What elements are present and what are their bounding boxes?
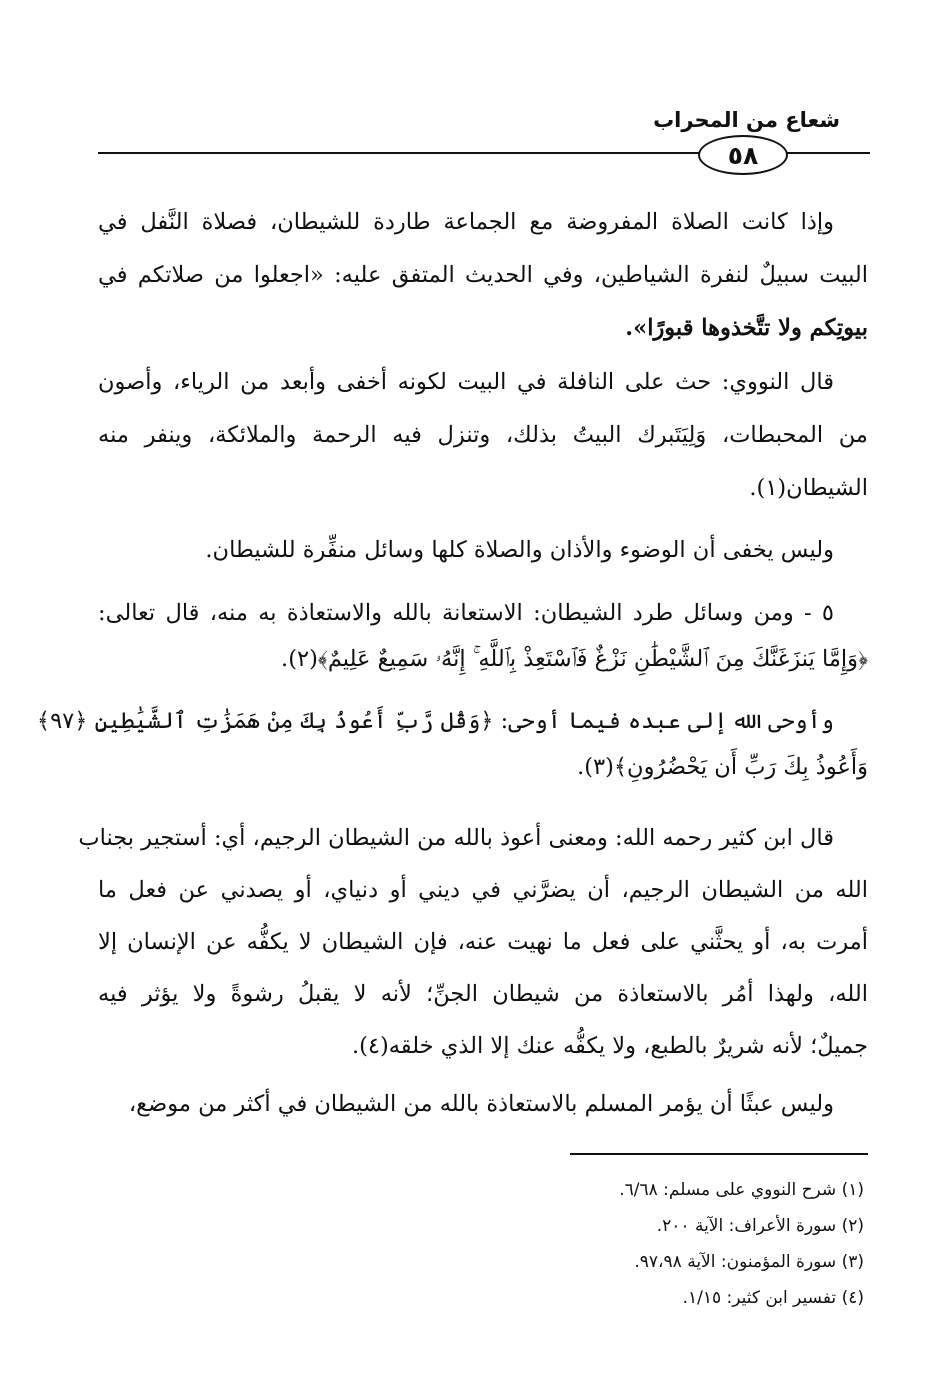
paragraph-line: الله، ولهذا أمُر بالاستعاذة من شيطان الجنِّ؛ لأنه لا يقبلُ رشوةً ولا يؤثر فيه [98, 981, 868, 1007]
paragraph-line: قال النووي: حث على النافلة في البيت لكونه أخفى وأبعد من الرياء، وأصون [98, 369, 834, 395]
paragraph-2 [98, 356, 868, 515]
paragraph-6 [78, 812, 868, 1072]
paragraph-4 [98, 590, 868, 682]
header-rule-right [786, 152, 870, 154]
paragraph-line: ٥ - ومن وسائل طرد الشيطان: الاستعانة بالله والاستعاذة به منه، قال تعالى: [98, 600, 834, 626]
paragraph-5 [36, 698, 868, 790]
footnote-4: (٤) تفسير ابن كثير: ١/١٥. [682, 1288, 864, 1308]
paragraph-line: بيوتِكم ولا تتَّخذوها قبورًا». [625, 315, 868, 341]
footnote-2: (٢) سورة الأعراف: الآية ٢٠٠. [656, 1216, 864, 1236]
paragraph-line: وأوحى الله إلى عبده فيما أوحى: ﴿وَقُل رَّبِّ أَعُوذُ بِكَ مِنْ هَمَزَٰتِ ٱلشَّيَٰطِينِ ﴿٩٧﴾ [36, 708, 834, 734]
paragraph-line: وإذا كانت الصلاة المفروضة مع الجماعة طاردة للشيطان، فصلاة النَّفل في [98, 209, 834, 235]
paragraph-7 [98, 1078, 868, 1131]
footnote-3: (٣) سورة المؤمنون: الآية ٩٧،٩٨. [634, 1252, 864, 1272]
paragraph-line: من المحبطات، وَلِيَتَبرك البيتُ بذلك، وتنزل فيه الرحمة والملائكة، وينفر منه [98, 422, 868, 448]
paragraph-line: قال ابن كثير رحمه الله: ومعنى أعوذ بالله من الشيطان الرجيم، أي: أستجير بجناب [78, 825, 834, 851]
paragraph-line: جميلٌ؛ لأنه شريرٌ بالطبع، ولا يكفُّه عنك إلا الذي خلقه(٤). [351, 1033, 868, 1059]
page-number: ٥٨ [698, 135, 788, 175]
header-rule [98, 152, 788, 154]
footnotes [444, 1172, 864, 1316]
paragraph-1 [98, 196, 868, 355]
paragraph-line: البيت سبيلٌ لنفرة الشياطين، وفي الحديث المتفق عليه: «اجعلوا من صلاتكم في [98, 262, 868, 288]
footnote-rule [570, 1153, 868, 1155]
quran-verse-line: وَأَعُوذُ بِكَ رَبِّ أَن يَحْضُرُونِ﴾(٣). [577, 754, 868, 780]
paragraph-line: الله من الشيطان الرجيم، أن يضرَّني في ديني أو دنياي، أو يصدني عن فعل ما [98, 877, 868, 903]
paragraph-line: وليس يخفى أن الوضوء والأذان والصلاة كلها وسائل منفِّرة للشيطان. [205, 537, 834, 563]
footnote-1: (١) شرح النووي على مسلم: ٦/٦٨. [619, 1180, 864, 1200]
paragraph-line: أمرت به، أو يحثَّني على فعل ما نهيت عنه، فإن الشيطان لا يكفُّه عن الإنسان إلا [98, 929, 868, 955]
quran-verse-line: ﴿وَإِمَّا يَنزَغَنَّكَ مِنَ ٱلشَّيْطَٰنِ نَزْغٌ فَٱسْتَعِذْ بِٱللَّهِ ۚ إِنَّهُۥ سَمِيعٌ عَلِيمٌ﴾(٢). [281, 646, 868, 672]
paragraph-line: الشيطان(١). [749, 475, 868, 501]
running-title: شعاع من المحراب [653, 108, 840, 132]
paragraph-3 [98, 524, 868, 577]
paragraph-line: وليس عبثًا أن يؤمر المسلم بالاستعاذة بالله من الشيطان في أكثر من موضع، [128, 1091, 834, 1117]
